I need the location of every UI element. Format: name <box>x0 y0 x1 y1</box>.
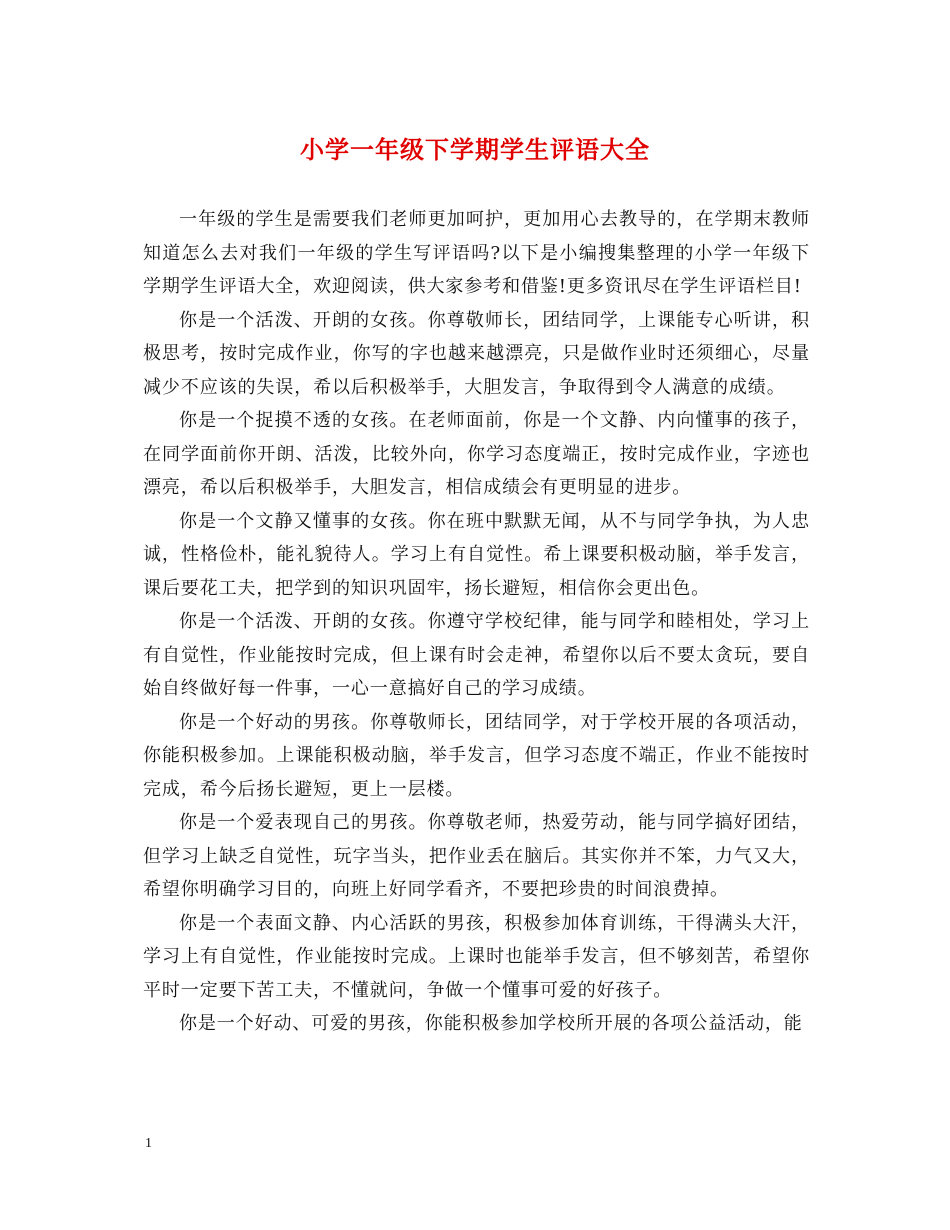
paragraph: 你是一个表面文静、内心活跃的男孩，积极参加体育训练，干得满头大汗，学习上有自觉性，作业能按时完成。上课时也能举手发言，但不够刻苦，希望你平时一定要下苦工夫，不懂就问，争做一个懂事可爱的好孩子。 <box>143 912 810 1001</box>
paragraph: 你是一个文静又懂事的女孩。你在班中默默无闻，从不与同学争执，为人忠诚，性格俭朴，能礼貌待人。学习上有自觉性。希上课要积极动脑，举手发言，课后要花工夫，把学到的知识巩固牢，扬长避短，相信你会更出色。 <box>143 510 810 599</box>
paragraph: 你是一个好动、可爱的男孩，你能积极参加学校所开展的各项公益活动，能 <box>179 1013 803 1034</box>
paragraph: 你是一个活泼、开朗的女孩。你尊敬师长，团结同学，上课能专心听讲，积极思考，按时完成作业，你写的字也越来越漂亮，只是做作业时还须细心，尽量减少不应该的失误，希以后积极举手，大胆发言，争取得到令人满意的成绩。 <box>143 309 810 398</box>
paragraph: 一年级的学生是需要我们老师更加呵护，更加用心去教导的，在学期末教师知道怎么去对我们一年级的学生写评语吗?以下是小编搜集整理的小学一年级下学期学生评语大全，欢迎阅读，供大家参考和借鉴!更多资讯尽在学生评语栏目! <box>143 209 810 297</box>
paragraph: 你是一个活泼、开朗的女孩。你遵守学校纪律，能与同学和睦相处，学习上有自觉性，作业能按时完成，但上课有时会走神，希望你以后不要太贪玩，要自始自终做好每一件事，一心一意搞好自己的学习成绩。 <box>143 611 810 699</box>
page-number: 1 <box>145 1136 152 1151</box>
paragraph: 你是一个好动的男孩。你尊敬师长，团结同学，对于学校开展的各项活动，你能积极参加。上课能积极动脑，举手发言，但学习态度不端正，作业不能按时完成，希今后扬长避短，更上一层楼。 <box>143 711 810 800</box>
paragraph: 你是一个爱表现自己的男孩。你尊敬老师，热爱劳动，能与同学搞好团结，但学习上缺乏自觉性，玩字当头，把作业丢在脑后。其实你并不笨，力气又大，希望你明确学习目的，向班上好同学看齐，不要把珍贵的时间浪费掉。 <box>143 812 810 900</box>
paragraph: 你是一个捉摸不透的女孩。在老师面前，你是一个文静、内向懂事的孩子，在同学面前你开朗、活泼，比较外向，你学习态度端正，按时完成作业，字迹也漂亮，希以后积极举手，大胆发言，相信成绩会有更明显的进步。 <box>143 410 810 498</box>
document-body <box>143 203 810 1041</box>
document-title: 小学一年级下学期学生评语大全 <box>300 135 650 164</box>
